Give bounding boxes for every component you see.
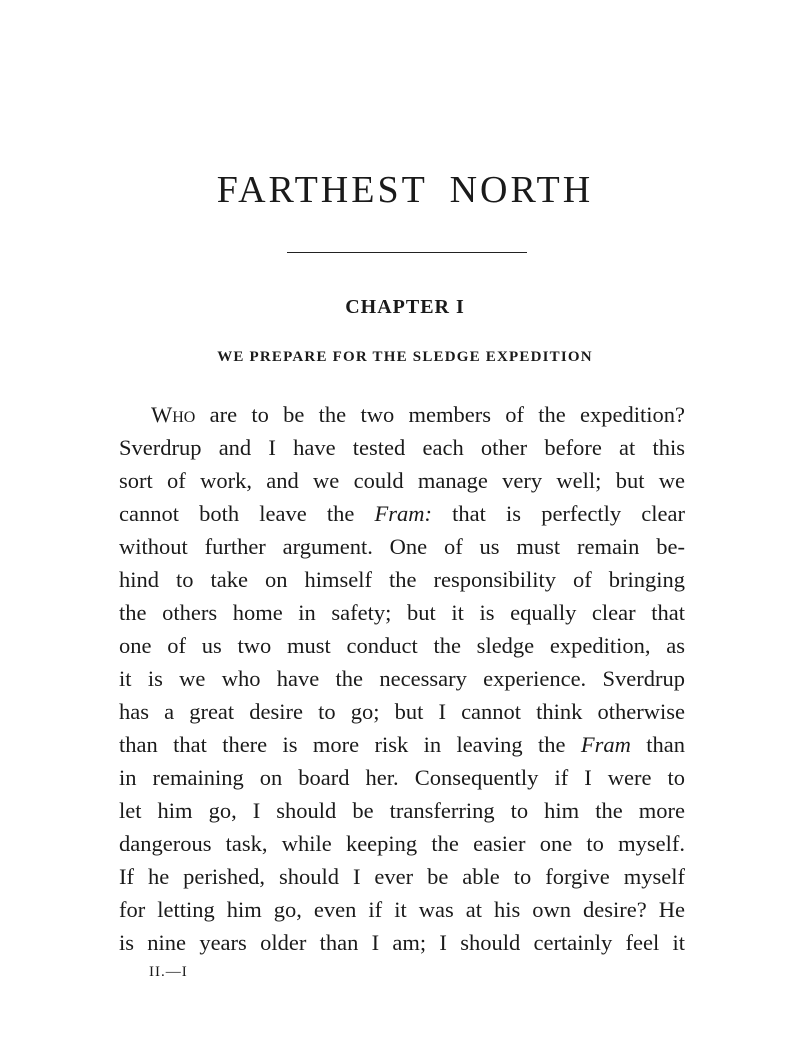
- body-line-text: than that there is more risk in leaving the: [119, 732, 581, 757]
- body-line: [119, 398, 685, 431]
- body-line-text: that is perfectly clear: [432, 501, 685, 526]
- body-line: [119, 728, 685, 761]
- body-line: is nine years older than I am; I should certainly feel it: [119, 930, 685, 955]
- body-line: If he perished, should I ever be able to forgive myself: [119, 864, 685, 889]
- ship-name-italic: Fram:: [374, 501, 433, 526]
- chapter-number: CHAPTER I: [345, 296, 465, 318]
- ship-name-italic: Fram: [580, 732, 631, 757]
- book-title: FARTHEST NORTH: [216, 169, 594, 211]
- body-line: in remaining on board her. Consequently if I were to: [119, 765, 685, 790]
- body-line-text: cannot both leave the: [119, 501, 375, 526]
- opening-word: Who: [151, 402, 196, 427]
- body-line: sort of work, and we could manage very well; but we: [119, 468, 685, 493]
- body-line: one of us two must conduct the sledge expedition, as: [119, 633, 685, 658]
- body-line: let him go, I should be transferring to him the more: [119, 798, 685, 823]
- body-line: for letting him go, even if it was at his own desire? He: [119, 897, 685, 922]
- body-line: it is we who have the necessary experience. Sverdrup: [119, 666, 685, 691]
- body-line: dangerous task, while keeping the easier one to myself.: [119, 831, 685, 856]
- body-line: the others home in safety; but it is equally clear that: [119, 600, 685, 625]
- signature-mark: II.—I: [149, 964, 188, 980]
- body-line: Sverdrup and I have tested each other before at this: [119, 435, 685, 460]
- body-line: without further argument. One of us must remain be-: [119, 534, 685, 559]
- body-line: has a great desire to go; but I cannot think otherwise: [119, 699, 685, 724]
- body-line: hind to take on himself the responsibility of bringing: [119, 567, 685, 592]
- body-line-text: than: [630, 732, 685, 757]
- chapter-title: WE PREPARE FOR THE SLEDGE EXPEDITION: [217, 349, 593, 365]
- body-text: [119, 398, 685, 959]
- body-line: [119, 497, 685, 530]
- body-line-text: are to be the two members of the expedition?: [195, 402, 685, 427]
- title-divider-rule: [287, 252, 527, 253]
